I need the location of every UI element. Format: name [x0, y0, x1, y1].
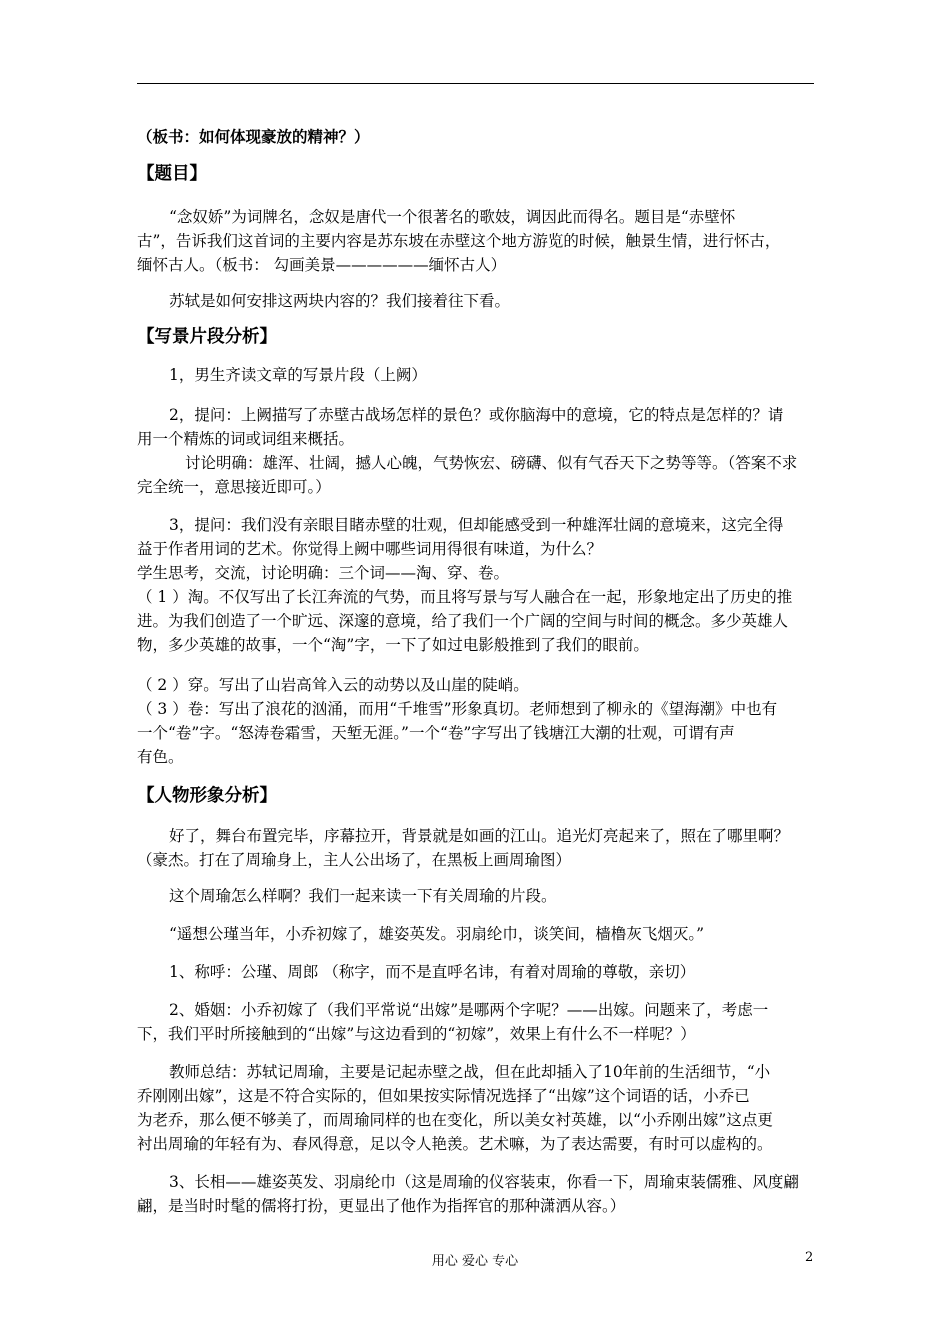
text-line: 1、称呼：公瑾、周郎 （称字，而不是直呼名讳，有着对周瑜的尊敬，亲切） — [169, 963, 696, 981]
text-line: 这个周瑜怎么样啊？我们一起来读一下有关周瑜的片段。 — [169, 887, 557, 905]
text-line: 一个“卷”字。“怒涛卷霜雪，天堑无涯。”一个“卷”字写出了钱塘江大潮的壮观，可谓有声 — [137, 724, 735, 742]
text-line: “遥想公瑾当年，小乔初嫁了，雄姿英发。羽扇纶巾，谈笑间，樯橹灰飞烟灭。” — [169, 925, 705, 943]
text-line: 有色。 — [137, 748, 184, 766]
text-line: 衬出周瑜的年轻有为、春风得意，足以令人艳羡。艺术嘛，为了表达需要，有时可以虚构的。 — [137, 1135, 773, 1153]
header-rule — [137, 83, 814, 84]
section-heading: 【写景片段分析】 — [137, 327, 277, 347]
text-line: 2、婚姻：小乔初嫁了（我们平常说“出嫁”是哪两个字呢？——出嫁。问题来了，考虑一 — [169, 1001, 769, 1019]
text-line: 讨论明确：雄浑、壮阔，撼人心魄，气势恢宏、磅礴、似有气吞天下之势等等。（答案不求 — [185, 454, 798, 472]
text-line: （ 2 ）穿。写出了山岩高耸入云的动势以及山崖的陡峭。 — [137, 676, 529, 694]
text-line: 3、长相——雄姿英发、羽扇纶巾（这是周瑜的仪容装束，你看一下，周瑜束装儒雅、风度翩 — [169, 1173, 799, 1191]
footer-motto: 用心 爱心 专心 — [431, 1254, 519, 1269]
text-line: （ 1 ）淘。不仅写出了长江奔流的气势，而且将写景与写人融合在一起，形象地定出了历史的推 — [137, 588, 793, 606]
text-line: “念奴娇”为词牌名，念奴是唐代一个很著名的歌妓，调因此而得名。题目是“赤壁怀 — [169, 208, 736, 226]
text-line: （板书：如何体现豪放的精神？） — [137, 127, 370, 146]
text-line: 进。为我们创造了一个旷远、深邃的意境，给了我们一个广阔的空间与时间的概念。多少英雄人 — [137, 612, 789, 630]
text-line: 物，多少英雄的故事，一个“淘”字，一下了如过电影般推到了我们的眼前。 — [137, 636, 649, 654]
text-line: 苏轼是如何安排这两块内容的？我们接着往下看。 — [169, 292, 511, 310]
text-line: 完全统一，意思接近即可。） — [137, 478, 331, 496]
text-line: 古”，告诉我们这首词的主要内容是苏东坡在赤壁这个地方游览的时候，触景生情，进行怀古， — [137, 232, 781, 250]
section-heading: 【题目】 — [137, 164, 207, 184]
text-line: 好了，舞台布置完毕，序幕拉开，背景就是如画的江山。追光灯亮起来了，照在了哪里啊？ — [169, 827, 790, 845]
text-line: 教师总结：苏轼记周瑜，主要是记起赤壁之战，但在此却插入了10年前的生活细节，“小 — [169, 1063, 771, 1081]
text-line: 用一个精炼的词或词组来概括。 — [137, 430, 355, 448]
page-number: 2 — [805, 1250, 814, 1265]
text-line: 为老乔，那么便不够美了，而周瑜同样的也在变化，所以美女衬英雄，以“小乔刚出嫁”这点更 — [137, 1111, 773, 1129]
text-line: 乔刚刚出嫁”，这是不符合实际的，但如果按实际情况选择了“出嫁”这个词语的话，小乔已 — [137, 1087, 750, 1105]
text-line: 3，提问：我们没有亲眼目睹赤壁的壮观，但却能感受到一种雄浑壮阔的意境来，这完全得 — [169, 516, 784, 534]
text-line: 学生思考，交流，讨论明确：三个词——淘、穿、卷。 — [137, 564, 510, 582]
section-heading: 【人物形象分析】 — [137, 786, 277, 806]
text-line: 下，我们平时所接触到的“出嫁”与这边看到的“初嫁”，效果上有什么不一样呢？） — [137, 1025, 696, 1043]
text-line: （ 3 ）卷：写出了浪花的汹涌，而用“千堆雪”形象真切。老师想到了柳永的《望海潮》中也有 — [137, 700, 778, 718]
text-line: 益于作者用词的艺术。你觉得上阙中哪些词用得很有味道，为什么？ — [137, 540, 603, 558]
text-line: 翩，是当时时髦的儒将打扮，更显出了他作为指挥官的那种潇洒从容。） — [137, 1197, 626, 1215]
text-line: （豪杰。打在了周瑜身上，主人公出场了，在黑板上画周瑜图） — [137, 851, 572, 869]
text-line: 2，提问：上阙描写了赤壁古战场怎样的景色？或你脑海中的意境，它的特点是怎样的？请 — [169, 406, 784, 424]
text-line: 1，男生齐读文章的写景片段（上阙） — [169, 366, 427, 384]
text-line: 缅怀古人。（板书： 勾画美景——————缅怀古人） — [137, 256, 507, 274]
